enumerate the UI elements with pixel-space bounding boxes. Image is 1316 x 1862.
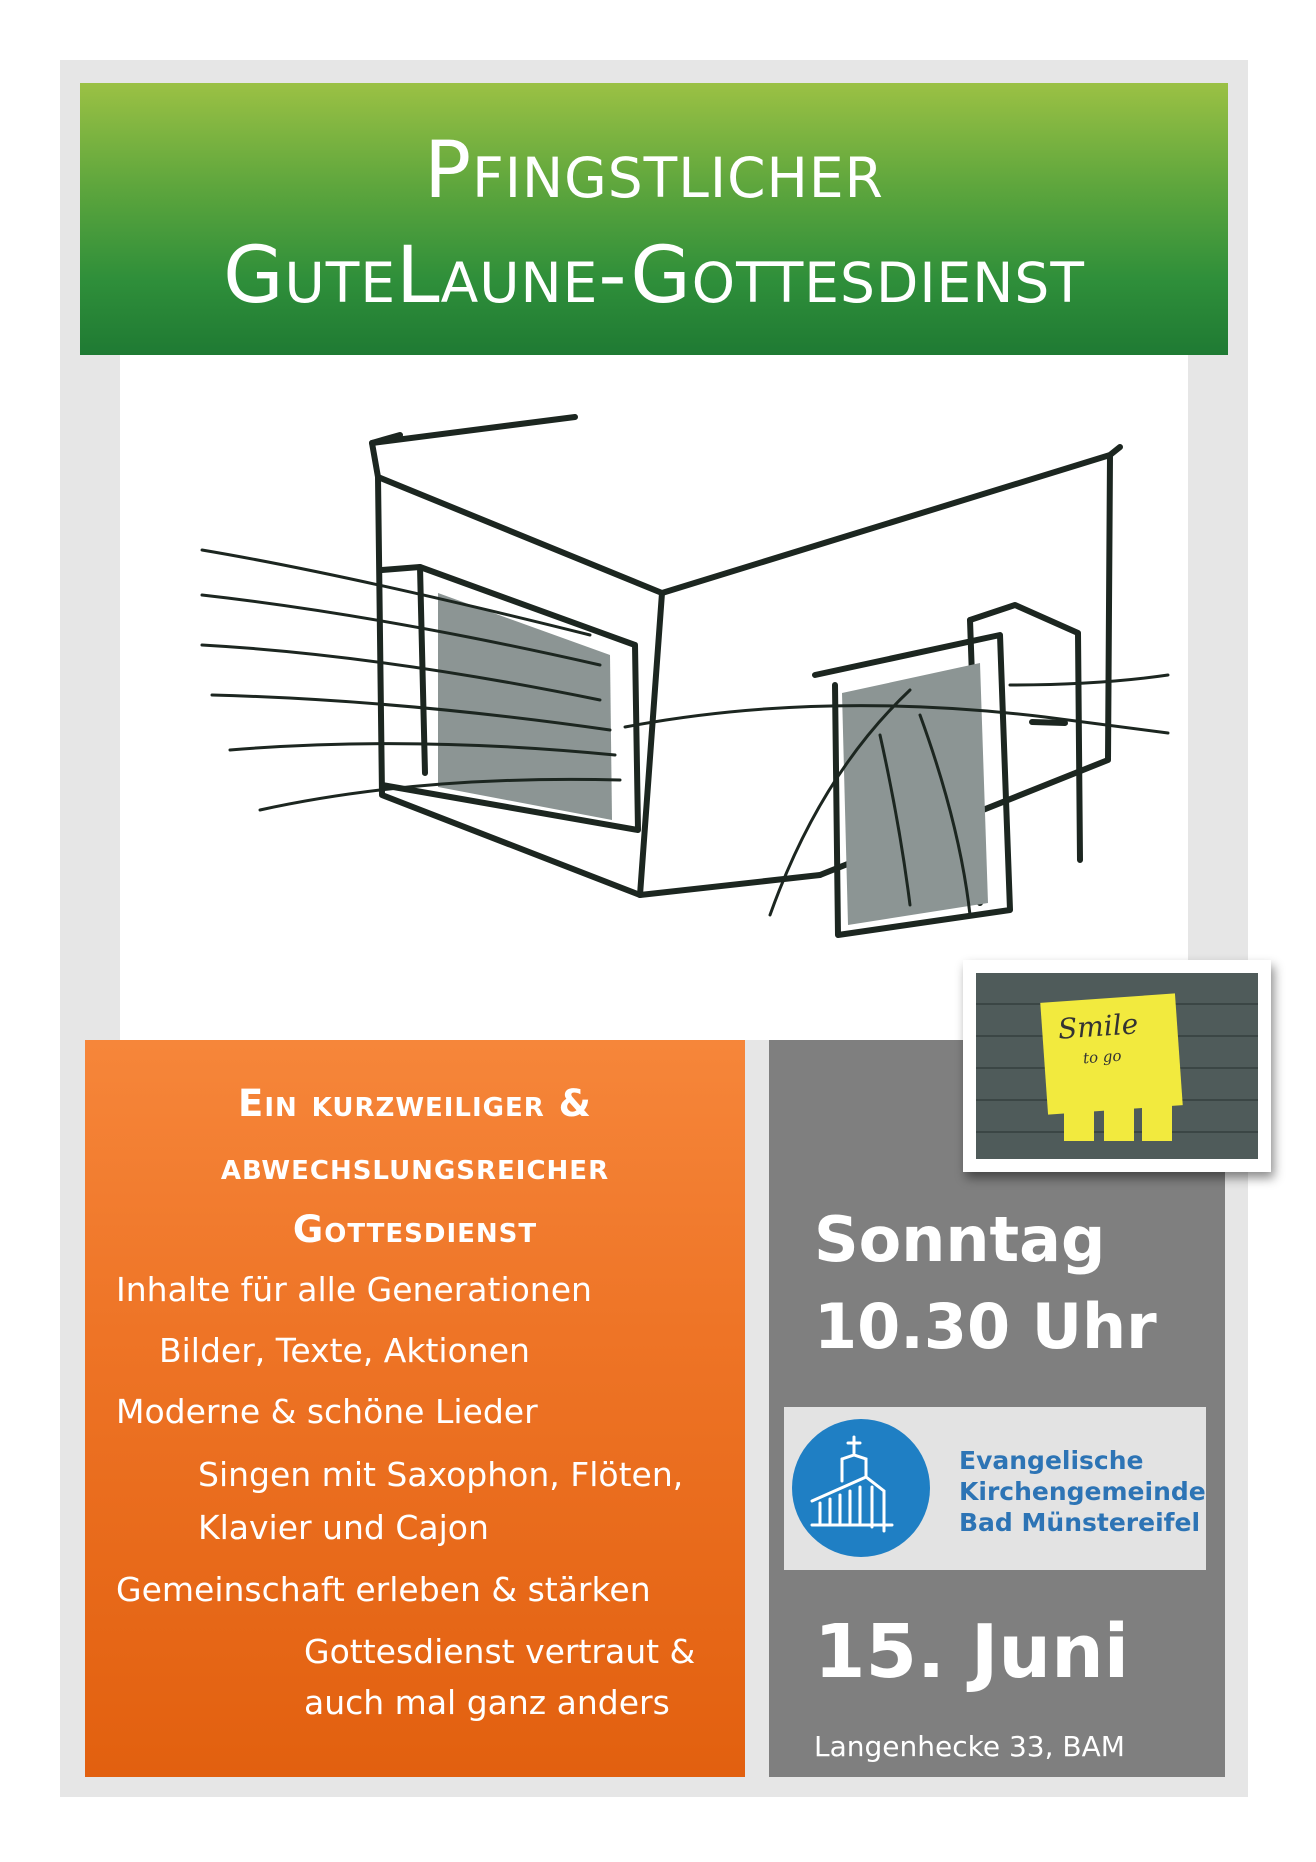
event-address: Langenhecke 33, BAM: [814, 1730, 1125, 1763]
feature-item: Klavier und Cajon: [198, 1508, 489, 1547]
title-banner: [80, 83, 1228, 355]
feature-item: Inhalte für alle Generationen: [116, 1270, 592, 1309]
note-tab: [1064, 1101, 1094, 1141]
note-tab: [1104, 1101, 1134, 1141]
title-line-2: GuteLaune-Gottesdienst: [223, 231, 1085, 321]
feature-item: Bilder, Texte, Aktionen: [159, 1331, 530, 1370]
intro-line-1: Ein kurzweiliger &: [238, 1082, 592, 1125]
church-name-line-3: Bad Münstereifel: [959, 1508, 1201, 1537]
feature-item: auch mal ganz anders: [304, 1683, 670, 1722]
event-date: 15. Juni: [814, 1609, 1130, 1695]
event-day: Sonntag: [814, 1203, 1106, 1276]
church-name-line-1: Evangelische: [959, 1446, 1144, 1475]
photo-image: [976, 973, 1258, 1159]
house-sketch-illustration: [120, 355, 1188, 1040]
feature-item: Singen mit Saxophon, Flöten,: [198, 1455, 684, 1494]
note-handwriting-small: to go: [1082, 1046, 1123, 1068]
feature-item: Gottesdienst vertraut &: [304, 1632, 696, 1671]
church-outline-icon: [792, 1419, 930, 1557]
church-logo: [784, 1407, 1206, 1570]
note-handwriting: Smile: [1056, 1007, 1140, 1046]
intro-line-2: abwechslungsreicher: [220, 1145, 610, 1188]
smile-to-go-photo: [963, 960, 1271, 1172]
intro-line-3: Gottesdienst: [292, 1208, 538, 1251]
note-tab: [1142, 1101, 1172, 1141]
service-description-panel: [85, 1040, 745, 1777]
church-name-line-2: Kirchengemeinde: [959, 1477, 1206, 1506]
church-icon: [792, 1419, 930, 1557]
event-time: 10.30 Uhr: [814, 1290, 1157, 1363]
title-line-1: Pfingstlicher: [424, 126, 884, 216]
feature-item: Moderne & schöne Lieder: [116, 1392, 538, 1431]
feature-item: Gemeinschaft erleben & stärken: [116, 1570, 651, 1609]
house-sketch-drawing: [120, 355, 1188, 1040]
